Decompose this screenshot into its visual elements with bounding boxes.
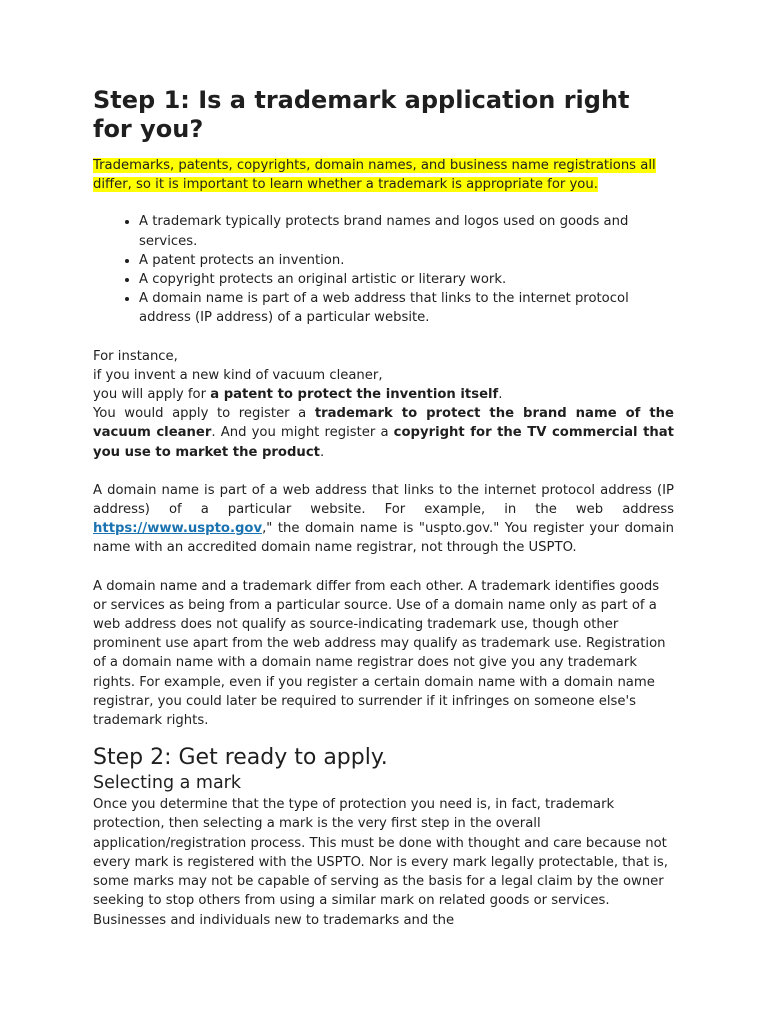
- instance-bold-patent: a patent to protect the invention itself: [210, 387, 499, 403]
- instance-bold-trademark: trademark to protect the brand name of the vacuum cleaner: [93, 406, 674, 441]
- spacer: [93, 558, 674, 577]
- highlighted-intro: [93, 156, 674, 194]
- instance-text: . And you might register a: [211, 425, 394, 441]
- instance-paragraph: [93, 404, 674, 462]
- instance-bold-copyright: copyright for the TV commercial that you use to market the product: [93, 425, 674, 460]
- instance-text: .: [498, 387, 503, 403]
- domain-text: A domain name is part of a web address that links to the internet protocol address (IP address) of a particular website. For example, in the web address: [93, 482, 674, 518]
- step2-heading: Step 2: Get ready to apply.: [93, 745, 388, 771]
- instance-line-1: For instance,: [93, 348, 178, 364]
- instance-text: .: [319, 444, 325, 460]
- step2-body: Once you determine that the type of protection you need is, in fact, trademark protection, then selecting a mark is the very first step in the overall application/registration process. This must be done with thought and care because not every mark is registered with the USPTO. Nor is every mark legally protectable, that is, some marks may not be capable of serving as the basis for a legal claim by the owner seeking to stop others from using a similar mark on related goods or services. Businesses and individuals new to trademarks and the: [93, 797, 668, 928]
- step1-heading: Step 1: Is a trademark application right for you?: [93, 86, 630, 143]
- selecting-mark-subheading: Selecting a mark: [93, 773, 241, 794]
- instance-line-3: [93, 385, 674, 404]
- uspto-link[interactable]: https://www.uspto.gov: [93, 521, 263, 537]
- protection-types-list: [93, 212, 674, 327]
- differ-paragraph: A domain name and a trademark differ from each other. A trademark identifies goods or services as being from a particular source. Use of a domain name only as part of a web address does not qualify as source-indicating trademark use, though other prominent use apart from the web address may qualify as trademark use. Registration of a domain name with a domain name registrar does not give you any trademark rights. For example, even if you register a certain domain name with a domain name registrar, you could later be required to surrender if it infringes on someone else's trademark rights.: [93, 578, 666, 729]
- highlight-text: Trademarks, patents, copyrights, domain names, and business name registrations all differ, so it is important to learn whether a trademark is appropriate for you.: [93, 158, 656, 193]
- list-item: • A copyright protects an original artistic or literary work.: [139, 270, 674, 289]
- spacer: [93, 462, 674, 481]
- domain-text: ," the domain name is "uspto.gov." You register your domain name with an accredited domain name registrar, not through the USPTO.: [93, 521, 674, 556]
- domain-paragraph: [93, 481, 674, 558]
- list-item: • A patent protects an invention.: [139, 251, 674, 270]
- instance-text: You would apply to register a: [93, 406, 315, 422]
- list-item: • A domain name is part of a web address that links to the internet protocol address (IP address) of a particular website.: [139, 289, 674, 327]
- instance-line-2: if you invent a new kind of vacuum cleaner,: [93, 367, 383, 383]
- instance-text: you will apply for: [93, 387, 211, 403]
- list-item: • A trademark typically protects brand names and logos used on goods and services.: [139, 212, 674, 250]
